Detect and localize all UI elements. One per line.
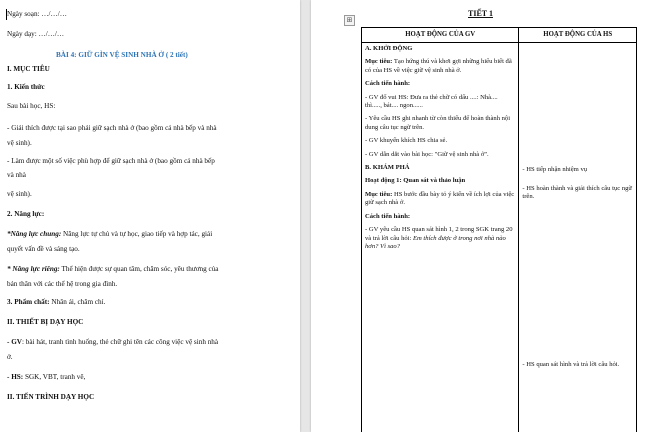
para-sau-bai-hoc[interactable]: Sau bài học, HS: [7, 102, 56, 110]
text-pham-chat: Nhân ái, chăm chỉ. [49, 298, 106, 306]
table-move-handle-icon[interactable]: ⊞ [344, 15, 355, 26]
para-kt-line1[interactable]: - Giải thích được tại sao phải giữ sạch nhà ở (bao gồm cả nhà bếp và nhà [7, 124, 217, 132]
ngay-soan[interactable]: Ngày soạn: …/…/… [7, 10, 67, 18]
para-kt-line5[interactable]: vệ sinh). [7, 190, 32, 198]
hoat-dong-1: Hoạt động 1: Quan sát và thảo luận [365, 177, 466, 185]
label-nang-luc-chung: *Năng lực chung: [7, 230, 62, 238]
kd-step-1: - GV đố vui HS: Đưa ra thẻ chữ có dấu ....: Nhà.... thì....., bát.... ngon...... [365, 93, 498, 110]
heading-nang-luc[interactable]: 2. Năng lực: [7, 210, 45, 218]
lesson-plan-table [361, 27, 637, 432]
hs-response-3: - HS quan sát hình và trả lời câu hỏi. [522, 361, 620, 368]
para-hs[interactable] [7, 373, 85, 382]
text-gv: : bài hát, tranh tình huống, thẻ chữ ghi tên các công việc vệ sinh nhà [21, 338, 219, 346]
kp-step-1 [365, 226, 515, 251]
label-kd-muc-tieu: Mục tiêu: [365, 58, 393, 66]
text-nang-luc-rieng: Thể hiện được sự quan tâm, chăm sóc, yêu thương của [59, 265, 219, 273]
heading-kien-thuc[interactable]: 1. Kiến thức [7, 83, 45, 91]
kd-step-2: - Yêu cầu HS ghi nhanh từ còn thiếu để hoàn thành nội dung câu tục ngữ trên. [365, 115, 511, 131]
para-nang-luc-rieng-2[interactable]: bản thân với các thể hệ trong gia đình. [7, 280, 118, 288]
document-page-left [0, 0, 300, 432]
heading-muc-tieu[interactable]: I. MỤC TIÊU [7, 65, 50, 73]
kd-muc-tieu [365, 58, 515, 75]
text-nang-luc-chung: Năng lực tự chủ và tự học, giao tiếp và hợp tác, giải [61, 230, 213, 238]
text-kp-muc-tieu: HS bước đầu bày tỏ ý kiến về ích lợi của việc giữ sạch nhà ở. [365, 190, 515, 207]
kp-cach-tien-hanh: Cách tiến hành: [365, 212, 411, 220]
header-gv[interactable]: HOẠT ĐỘNG CỦA GV [362, 28, 519, 43]
hs-activities-container [519, 43, 636, 432]
text-kp-question: Em thích được ở trong nơi nhà nào hơn? Vì sao? [365, 234, 506, 250]
label-nang-luc-rieng: * Năng lực riêng: [7, 265, 60, 273]
hs-response-1: - HS tiếp nhận nhiệm vụ [522, 166, 588, 173]
section-kham-pha: B. KHÁM PHÁ [365, 164, 410, 172]
text-kp-step-1: - GV yêu cầu HS quan sát hình 1, 2 trong SGK trang 20 và trả lời câu hỏi: [365, 226, 513, 242]
lesson-title[interactable]: BÀI 4: GIỮ GÌN VỆ SINH NHÀ Ở ( 2 tiết) [56, 51, 188, 59]
table-header-row [362, 28, 637, 43]
para-gv[interactable] [7, 338, 218, 347]
label-kp-muc-tieu: Mục tiêu: [365, 190, 393, 198]
section-khoi-dong: A. KHỞI ĐỘNG [365, 45, 413, 52]
hs-response-2: - HS hoàn thành và giải thích câu tục ngữ trên. [522, 185, 633, 201]
cell-hs-activities[interactable] [519, 43, 637, 432]
heading-thiet-bi[interactable]: II. THIẾT BỊ DẠY HỌC [7, 318, 84, 326]
para-kt-line4[interactable]: và nhà [7, 171, 26, 179]
document-page-right [311, 0, 650, 432]
header-hs[interactable]: HOẠT ĐỘNG CỦA HS [519, 28, 637, 43]
cell-gv-activities[interactable] [362, 43, 519, 432]
label-gv: - GV [7, 338, 22, 346]
heading-tien-trinh[interactable]: II. TIẾN TRÌNH DẠY HỌC [7, 393, 95, 401]
para-nang-luc-rieng[interactable] [7, 265, 219, 274]
para-nang-luc-chung-2[interactable]: quyết vấn đề và sáng tạo. [7, 245, 80, 253]
para-nang-luc-chung[interactable] [7, 230, 212, 239]
ngay-day[interactable]: Ngày dạy: …/…/… [7, 30, 65, 38]
para-pham-chat[interactable] [7, 298, 105, 307]
label-pham-chat: 3. Phẩm chất: [7, 298, 50, 306]
label-hs: - HS: [7, 373, 24, 381]
para-gv-2[interactable]: ở. [7, 353, 13, 361]
text-hs: SGK, VBT, tranh vẽ, [23, 373, 86, 381]
text-kd-muc-tieu: Tạo hứng thú và khơi gợi những hiểu biết đã có của HS về việc giữ vệ sinh nhà ở. [365, 58, 512, 74]
kp-muc-tieu [365, 191, 515, 208]
kd-step-4: - GV dẫn dắt vào bài học: "Giữ vệ sinh nhà ở". [365, 150, 489, 158]
kd-cach-tien-hanh: Cách tiến hành: [365, 80, 411, 88]
tiet-title[interactable]: TIẾT 1 [468, 9, 493, 18]
kd-step-3: - GV khuyến khích HS chia sẻ. [365, 137, 448, 145]
para-kt-line3[interactable]: - Làm được một số việc phù hợp để giữ sạch nhà ở (bao gồm cả nhà bếp [7, 157, 215, 165]
para-kt-line2[interactable]: vệ sinh). [7, 139, 32, 147]
table-body-row [362, 43, 637, 432]
